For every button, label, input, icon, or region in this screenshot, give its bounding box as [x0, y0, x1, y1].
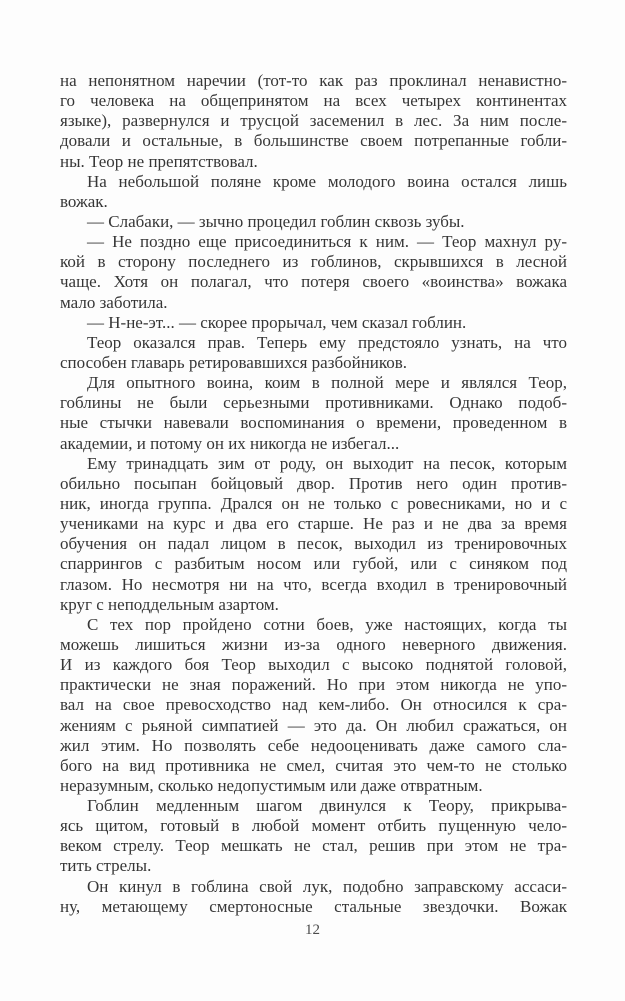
text-line: — Н-не-эт... — скорее прорычал, чем сказал гоблин.	[87, 312, 467, 332]
text-line: круг с неподдельным азартом.	[60, 594, 279, 614]
text-line: неразумным, сколько недопустимым или даже отвратным.	[60, 775, 483, 795]
text-line: С тех пор пройдено сотни боев, уже настоящих, когда ты	[87, 614, 567, 634]
text-line: ну, метающему смертоносные стальные звездочки. Вожак	[60, 896, 567, 916]
paragraph	[60, 373, 567, 454]
text-line: Теор оказался прав. Теперь ему предстояло узнать, на что	[87, 332, 567, 352]
paragraph	[60, 232, 567, 313]
text-line: способен главарь ретировавшихся разбойников.	[60, 352, 408, 372]
text-line: Для опытного воина, коим в полной мере и являлся Теор,	[87, 373, 567, 393]
text-line: глазом. Но несмотря ни на что, всегда входил в тренировочный	[60, 574, 567, 594]
text-line: академии, и потому он их никогда не избегал...	[60, 433, 400, 453]
text-line: — Слабаки, — зычно процедил гоблин сквозь зубы.	[87, 211, 465, 231]
text-line: жил этим. Но позволять себе недооценивать даже самого сла-	[60, 735, 567, 755]
text-line: можешь лишиться жизни из-за одного неверного движения.	[60, 634, 567, 654]
body-text	[60, 71, 567, 917]
paragraph	[60, 333, 567, 373]
text-line: ясь щитом, готовый в любой момент отбить пущенную чело-	[60, 816, 567, 836]
paragraph	[60, 313, 567, 333]
paragraph	[60, 796, 567, 877]
paragraph	[60, 877, 567, 917]
text-line: ны. Теор не препятствовал.	[60, 151, 258, 171]
text-line: Он кинул в гоблина свой лук, подобно заправскому ассаси-	[87, 876, 567, 896]
text-line: спаррингов с разбитым носом или губой, или с синяком под	[60, 554, 567, 574]
text-line: — Не поздно еще присоединиться к ним. — Теор махнул ру-	[87, 232, 567, 252]
page-number: 12	[305, 922, 320, 938]
text-line: обильно посыпан бойцовый двор. Против него один против-	[60, 473, 567, 493]
text-line: обучения он падал лицом в песок, выходил из тренировочных	[60, 534, 567, 554]
paragraph	[60, 71, 567, 172]
paragraph	[60, 212, 567, 232]
text-line: гоблины не были серьезными противниками. Однако подоб-	[60, 393, 567, 413]
text-line: Ему тринадцать зим от роду, он выходит на песок, которым	[87, 453, 567, 473]
text-line: И из каждого боя Теор выходил с высоко поднятой головой,	[60, 655, 567, 675]
text-line: го человека на общепринятом на всех четырех континентах	[60, 91, 567, 111]
paragraph	[60, 615, 567, 796]
text-line: тить стрелы.	[60, 856, 152, 876]
text-line: Гоблин медленным шагом двинулся к Теору, прикрыва-	[87, 796, 567, 816]
text-line: учениками на курс и два его старше. Не раз и не два за время	[60, 514, 567, 534]
text-line: кой в сторону последнего из гоблинов, скрывшихся в лесной	[60, 252, 567, 272]
paragraph	[60, 454, 567, 615]
text-line: На небольшой поляне кроме молодого воина остался лишь	[87, 171, 567, 191]
text-line: на непонятном наречии (тот-то как раз проклинал ненавистно-	[60, 71, 567, 90]
text-line: довали и остальные, в большинстве своем потрепанные гобли-	[60, 131, 567, 151]
paragraph	[60, 172, 567, 212]
text-line: чаще. Хотя он полагал, что потеря своего «воинства» вожака	[60, 272, 567, 292]
text-line: практически не зная поражений. Но при этом никогда не упо-	[60, 675, 567, 695]
text-line: вал на свое превосходство над кем-либо. Он относился к сра-	[60, 695, 567, 715]
text-line: жениям с рьяной симпатией — это да. Он любил сражаться, он	[60, 715, 567, 735]
text-line: языке), развернулся и трусцой засеменил в лес. За ним после-	[60, 111, 567, 131]
text-line: ные стычки навевали воспоминания о времени, проведенном в	[60, 413, 567, 433]
text-line: веком стрелу. Теор мешкать не стал, решив при этом не тра-	[60, 836, 567, 856]
text-line: ник, иногда группа. Дрался он не только с ровесниками, но и с	[60, 493, 567, 513]
text-line: вожак.	[60, 191, 108, 211]
text-line: мало заботила.	[60, 292, 168, 312]
text-line: бого на вид противника не смел, считая это чем-то не столько	[60, 755, 567, 775]
